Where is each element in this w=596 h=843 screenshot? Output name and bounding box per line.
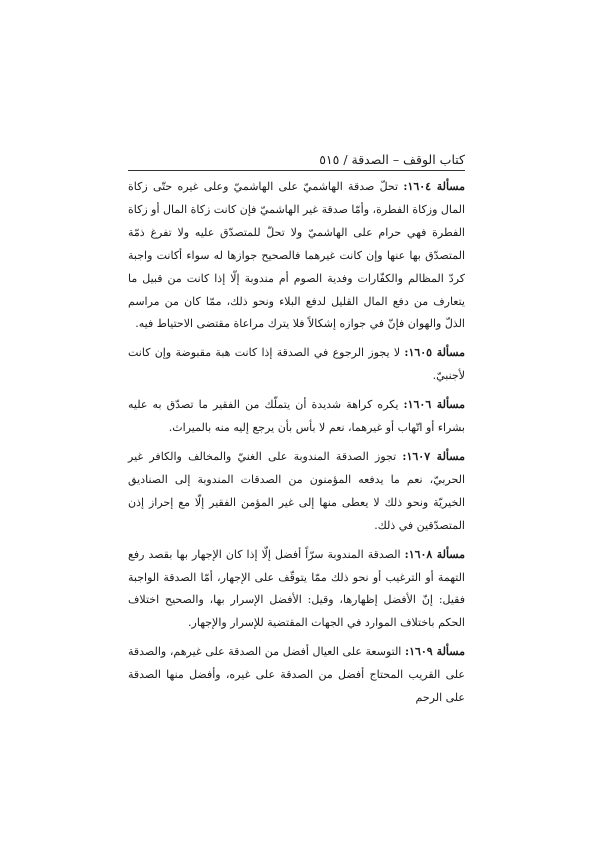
- paragraph-issue-1608: [128, 544, 465, 636]
- issue-text: لا يجوز الرجوع في الصدقة إذا كانت هبة مقبوضة وإن كانت لأجنبيّ.: [128, 346, 465, 383]
- body-text: [128, 176, 465, 716]
- issue-number: مسألة ١٦٠٥:: [404, 346, 465, 360]
- issue-number: مسألة ١٦٠٧:: [402, 449, 465, 463]
- issue-number: مسألة ١٦٠٤:: [403, 180, 465, 193]
- running-head: [128, 149, 465, 171]
- paragraph-issue-1607: [128, 446, 465, 538]
- issue-text: يكره كراهة شديدة أن يتملّك من الفقير ما تصدّق به عليه بشراء أو اتّهاب أو غيرهما، نعم لا بأس بأن يرجع إليه منه بالميراث.: [128, 398, 465, 435]
- paragraph-issue-1606: [128, 394, 465, 440]
- issue-number: مسألة ١٦٠٩:: [405, 645, 465, 659]
- issue-number: مسألة ١٦٠٦:: [403, 398, 465, 412]
- issue-number: مسألة ١٦٠٨:: [404, 547, 465, 561]
- issue-text: الصدقة المندوبة سرّاً أفضل إلّا إذا كان الإجهار بها بقصد رفع التهمة أو الترغيب أو نحو ذلك ممّا يتوقّف على الإجهار، أمّا الصدقة الواجبة فقيل: إنّ الأفضل إظهارها، وقيل: الأفضل الإسرار بها، والصحيح اختلاف الحكم باختلاف الموارد في الجهات المقتضية للإسرار والإجهار.: [128, 547, 465, 630]
- paragraph-issue-1605: [128, 342, 465, 388]
- paragraph-issue-1609: [128, 641, 465, 710]
- issue-text: التوسعة على العيال أفضل من الصدقة على غيرهم، والصدقة على القريب المحتاج أفضل من الصدقة على غيره، وأفضل منها الصدقة على الرحم: [128, 645, 465, 705]
- running-head-text: كتاب الوقف – الصدقة / ٥١٥: [319, 152, 465, 167]
- header-divider: [128, 170, 465, 171]
- paragraph-issue-1604: [128, 176, 465, 336]
- issue-text: تحلّ صدقة الهاشميّ على الهاشميّ وعلى غيره حتّى زكاة المال وزكاة الفطرة، وأمّا صدقة غير الهاشميّ فإن كانت زكاة المال أو زكاة الفطرة فهي حرام على الهاشميّ ولا تحلّ للمتصدّق عليه ولا تفرغ ذمّة المتصدّق بها عنها وإن كانت غيرهما فالصحيح جوازها له سواء أكانت واجبة كردّ المظالم والكفّارات وفدية الصوم أم مندوبة إلّا إذا كانت من قبيل ما يتعارف من دفع المال القليل لدفع البلاء ونحو ذلك، ممّا كان من مراسم الذلّ والهوان فإنّ في جوازه إشكالاً فلا يترك مراعاة مقتضى الاحتياط فيه.: [128, 180, 465, 331]
- issue-text: تجوز الصدقة المندوبة على الغنيّ والمخالف والكافر غير الحربيّ، نعم ما يدفعه المؤمنون من الصدقات المندوبة إلى الصناديق الخيريّة ونحو ذلك لا يعطى منها إلى غير المؤمن الفقير إلّا مع إحراز إذن المتصدّقين في ذلك.: [128, 449, 465, 532]
